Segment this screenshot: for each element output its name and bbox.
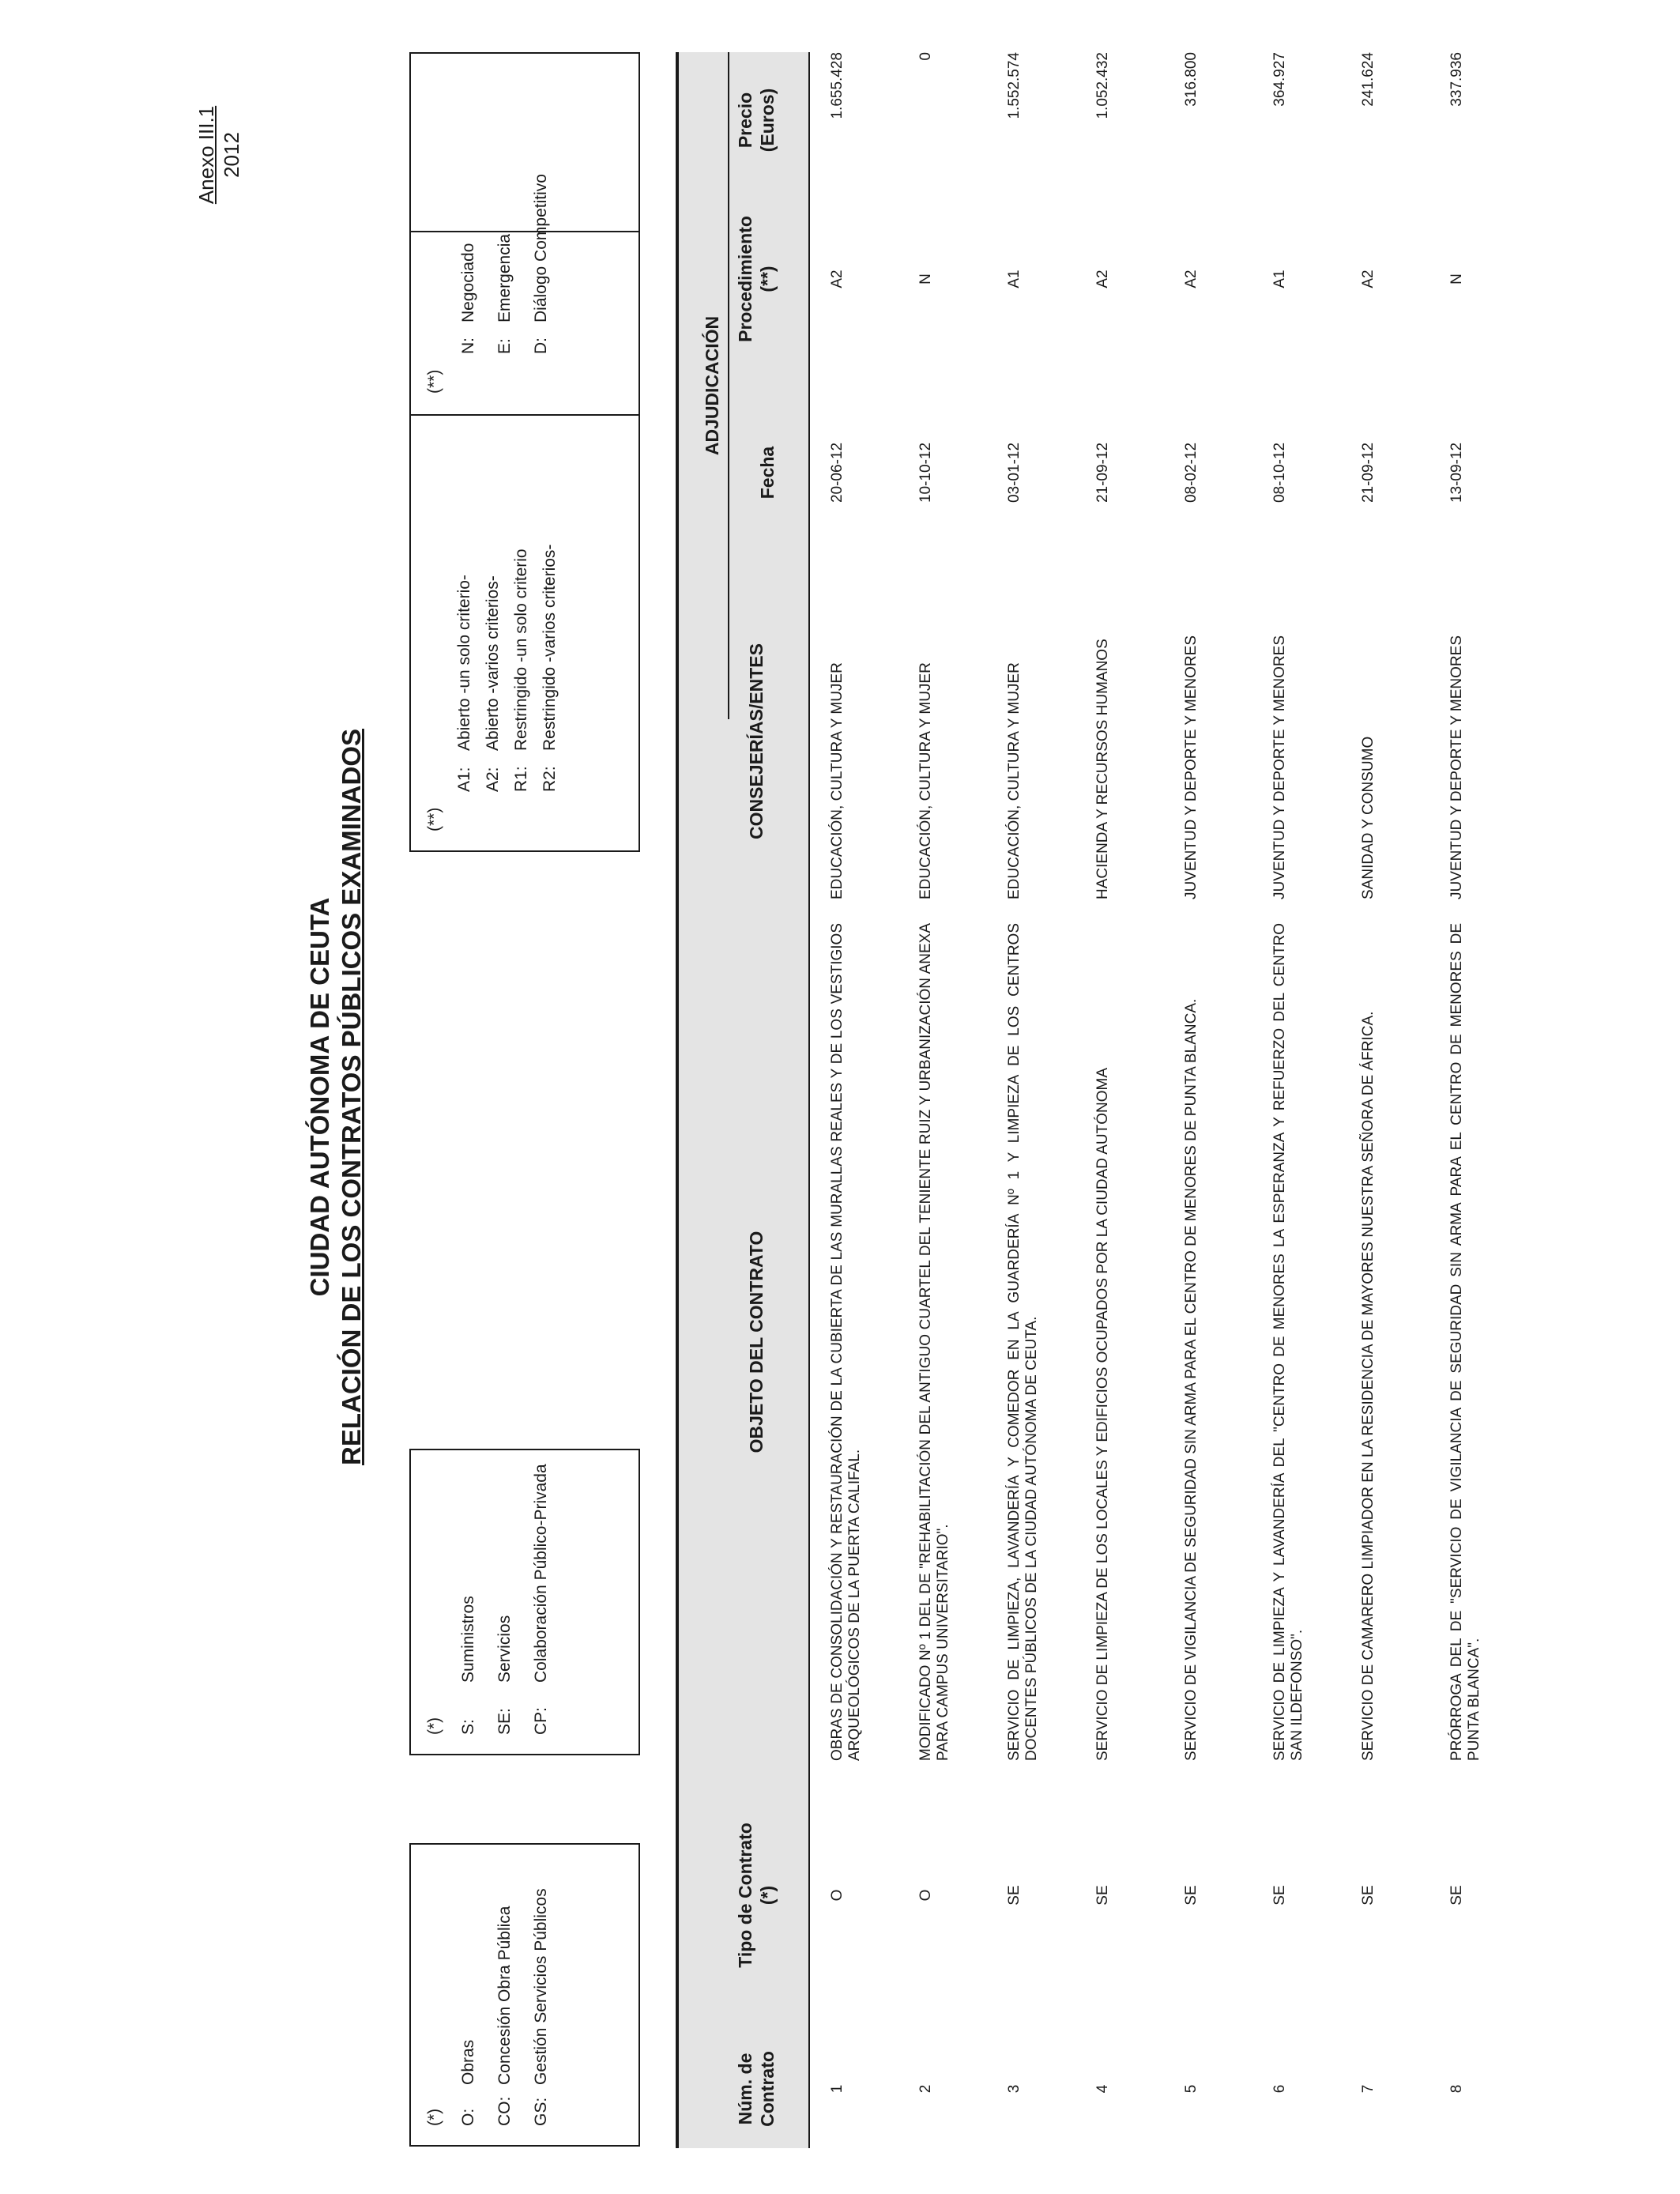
- table-header: [676, 52, 810, 2148]
- document-title: [304, 0, 367, 2194]
- legend-item: [450, 1450, 487, 1735]
- table-row: [1252, 52, 1341, 2148]
- cell-date: 20-06-12: [829, 442, 846, 503]
- legend-code: R1:: [512, 766, 530, 792]
- header-contract-type: [734, 1800, 778, 1990]
- legend-marker: (**): [425, 369, 443, 394]
- header-text: Contrato: [757, 2051, 778, 2127]
- legend-code: D:: [532, 337, 550, 354]
- cell-type: SE: [1360, 1885, 1377, 1906]
- header-text: Núm. de: [735, 2053, 755, 2125]
- header-contract-number: [734, 2030, 778, 2148]
- cell-price: 1.655.428: [829, 52, 846, 119]
- header-contract-object: OBJETO DEL CONTRATO: [746, 1231, 767, 1453]
- legend-marker: (**): [425, 807, 443, 831]
- header-date: Fecha: [757, 446, 778, 499]
- cell-procedure: A2: [1094, 270, 1111, 288]
- cell-department: EDUCACIÓN, CULTURA Y MUJER: [917, 662, 934, 899]
- legend-item: [523, 1845, 559, 2126]
- cell-procedure: A1: [1271, 270, 1288, 288]
- legend-procedures-2: [409, 52, 640, 416]
- cell-number: 5: [1183, 2084, 1200, 2094]
- header-text: Precio: [735, 92, 755, 149]
- header-text: (**): [757, 266, 778, 292]
- header-departments: CONSEJERÍAS/ENTES: [746, 643, 767, 839]
- legend-text: Concesión Obra Pública: [495, 1906, 514, 2085]
- cell-procedure: A2: [1183, 270, 1200, 288]
- cell-number: 1: [829, 2084, 846, 2094]
- legend-item: [487, 1450, 523, 1735]
- cell-department: SANIDAD Y CONSUMO: [1360, 736, 1377, 899]
- legend-item: [450, 1845, 487, 2126]
- cell-object: SERVICIO DE CAMARERO LIMPIADOR EN LA RESIDENCIA DE MAYORES NUESTRA SEÑORA DE ÁFRICA.: [1360, 1011, 1377, 1761]
- legend-code: GS:: [532, 2097, 550, 2126]
- header-award: ADJUDICACIÓN: [702, 315, 722, 456]
- legend-contract-types-2: [409, 1449, 640, 1755]
- table-row: [987, 52, 1075, 2148]
- cell-price: 241.624: [1360, 52, 1377, 107]
- legend-code: A1:: [455, 767, 473, 792]
- cell-procedure: N: [1448, 273, 1465, 285]
- cell-object: PRÓRROGA DEL DE "SERVICIO DE VIGILANCIA DE SEGURIDAD SIN ARMA PARA EL CENTRO DE MENORES DE PUNTA BLANCA".: [1448, 923, 1482, 1761]
- legend-text: Emergencia: [495, 233, 514, 322]
- legend-text: Servicios: [495, 1615, 514, 1683]
- legend-text: Negociado: [459, 243, 477, 322]
- cell-object: OBRAS DE CONSOLIDACIÓN Y RESTAURACIÓN DE LA CUBIERTA DE LAS MURALLAS REALES Y DE LOS VESTIGIOS ARQUEOLÓGICOS DE LA PUERTA CALIFAL.: [829, 923, 863, 1761]
- legend-item: [487, 1845, 523, 2126]
- cell-object: SERVICIO DE LIMPIEZA DE LOS LOCALES Y EDIFICIOS OCUPADOS POR LA CIUDAD AUTÓNOMA: [1094, 1067, 1111, 1761]
- cell-type: SE: [1271, 1885, 1288, 1906]
- cell-department: JUVENTUD Y DEPORTE Y MENORES: [1271, 635, 1288, 899]
- cell-department: JUVENTUD Y DEPORTE Y MENORES: [1448, 635, 1465, 899]
- cell-procedure: A2: [1360, 270, 1377, 288]
- cell-type: O: [917, 1889, 934, 1902]
- legend-code: R2:: [541, 766, 559, 792]
- table-body: [810, 52, 1518, 2148]
- legend-code: A2:: [484, 767, 502, 792]
- table-row: [898, 52, 987, 2148]
- table-row: [1341, 52, 1430, 2148]
- cell-object: MODIFICADO Nº 1 DEL DE "REHABILITACIÓN DEL ANTIGUO CUARTEL DEL TENIENTE RUIZ Y URBANIZACIÓN ANEXA PARA CAMPUS UNIVERSITARIO".: [917, 923, 951, 1761]
- legend-text: Abierto -varios criterios-: [484, 575, 502, 751]
- legend-marker: (*): [425, 1717, 443, 1735]
- legend-text: Colaboración Público-Privada: [532, 1464, 550, 1683]
- legend-marker: (*): [425, 2108, 443, 2126]
- cell-date: 08-02-12: [1183, 442, 1200, 503]
- legend-text: Diálogo Competitivo: [532, 174, 550, 322]
- cell-number: 3: [1006, 2084, 1023, 2094]
- cell-date: 13-09-12: [1448, 442, 1465, 503]
- legend-item: [523, 54, 559, 394]
- cell-date: 21-09-12: [1094, 442, 1111, 503]
- legend-item: [487, 54, 523, 394]
- cell-procedure: A1: [1006, 270, 1023, 288]
- cell-department: EDUCACIÓN, CULTURA Y MUJER: [1006, 662, 1023, 899]
- cell-date: 21-09-12: [1360, 442, 1377, 503]
- annex-year: 2012: [220, 132, 243, 178]
- table-row: [1430, 52, 1518, 2148]
- legend-code: CP:: [532, 1706, 550, 1735]
- legend-text: Abierto -un solo criterio-: [455, 575, 473, 751]
- cell-type: SE: [1448, 1885, 1465, 1906]
- cell-type: O: [829, 1889, 846, 1902]
- cell-price: 337.936: [1448, 52, 1465, 107]
- cell-procedure: N: [917, 273, 934, 285]
- legend-text: Restringido -varios criterios-: [541, 544, 559, 751]
- cell-price: 0: [917, 52, 934, 61]
- cell-type: SE: [1094, 1885, 1111, 1906]
- legend-text: Restringido -un solo criterio: [512, 548, 530, 751]
- cell-type: SE: [1006, 1885, 1023, 1906]
- table-row: [810, 52, 898, 2148]
- legend-code: N:: [459, 337, 477, 354]
- header-price: [734, 52, 778, 188]
- cell-price: 316.800: [1183, 52, 1200, 107]
- header-text: Procedimiento: [735, 216, 755, 342]
- award-divider: [728, 52, 729, 719]
- legend-code: S:: [459, 1719, 477, 1735]
- legend-text: Obras: [459, 2039, 477, 2085]
- annex-label: [194, 100, 244, 210]
- header-text: Tipo de Contrato: [735, 1823, 755, 1968]
- title-line-1: CIUDAD AUTÓNOMA DE CEUTA: [305, 897, 334, 1297]
- cell-procedure: A2: [829, 270, 846, 288]
- legend-code: SE:: [495, 1708, 514, 1735]
- cell-number: 7: [1360, 2084, 1377, 2094]
- cell-number: 2: [917, 2084, 934, 2094]
- legend-code: CO:: [495, 2096, 514, 2126]
- cell-department: JUVENTUD Y DEPORTE Y MENORES: [1183, 635, 1200, 899]
- cell-date: 10-10-12: [917, 442, 934, 503]
- legend-text: Gestión Servicios Públicos: [532, 1888, 550, 2085]
- cell-price: 1.552.574: [1006, 52, 1023, 119]
- cell-number: 6: [1271, 2084, 1288, 2094]
- cell-object: SERVICIO DE LIMPIEZA, LAVANDERÍA Y COMEDOR EN LA GUARDERÍA Nº 1 Y LIMPIEZA DE LOS CENTROS DOCENTES PÚBLICOS DE LA CIUDAD AUTÓNOMA DE CEUTA.: [1006, 923, 1040, 1761]
- header-procedure: [734, 188, 778, 370]
- legend-code: O:: [459, 2108, 477, 2126]
- cell-type: SE: [1183, 1885, 1200, 1906]
- cell-department: EDUCACIÓN, CULTURA Y MUJER: [829, 662, 846, 899]
- header-text: (Euros): [757, 88, 778, 153]
- cell-number: 4: [1094, 2084, 1111, 2094]
- contracts-table: [676, 52, 1518, 2148]
- cell-object: SERVICIO DE LIMPIEZA Y LAVANDERÍA DEL "CENTRO DE MENORES LA ESPERANZA Y REFUERZO DEL CENTRO SAN ILDEFONSO".: [1271, 923, 1305, 1761]
- cell-object: SERVICIO DE VIGILANCIA DE SEGURIDAD SIN ARMA PARA EL CENTRO DE MENORES DE PUNTA BLANCA.: [1183, 998, 1200, 1761]
- cell-department: HACIENDA Y RECURSOS HUMANOS: [1094, 639, 1111, 899]
- cell-date: 08-10-12: [1271, 442, 1288, 503]
- legend-contract-types-1: [409, 1843, 640, 2147]
- header-text: (*): [757, 1885, 778, 1906]
- table-row: [1075, 52, 1164, 2148]
- cell-price: 364.927: [1271, 52, 1288, 107]
- title-line-2: RELACIÓN DE LOS CONTRATOS PÚBLICOS EXAMINADOS: [337, 729, 366, 1465]
- cell-number: 8: [1448, 2084, 1465, 2094]
- cell-price: 1.052.432: [1094, 52, 1111, 119]
- cell-date: 03-01-12: [1006, 442, 1023, 503]
- legend-item: [523, 1450, 559, 1735]
- annex-number: Anexo III.1: [194, 105, 218, 205]
- table-row: [1164, 52, 1252, 2148]
- legend-text: Suministros: [459, 1596, 477, 1683]
- legend-code: E:: [495, 338, 514, 354]
- legend-item: [450, 54, 487, 394]
